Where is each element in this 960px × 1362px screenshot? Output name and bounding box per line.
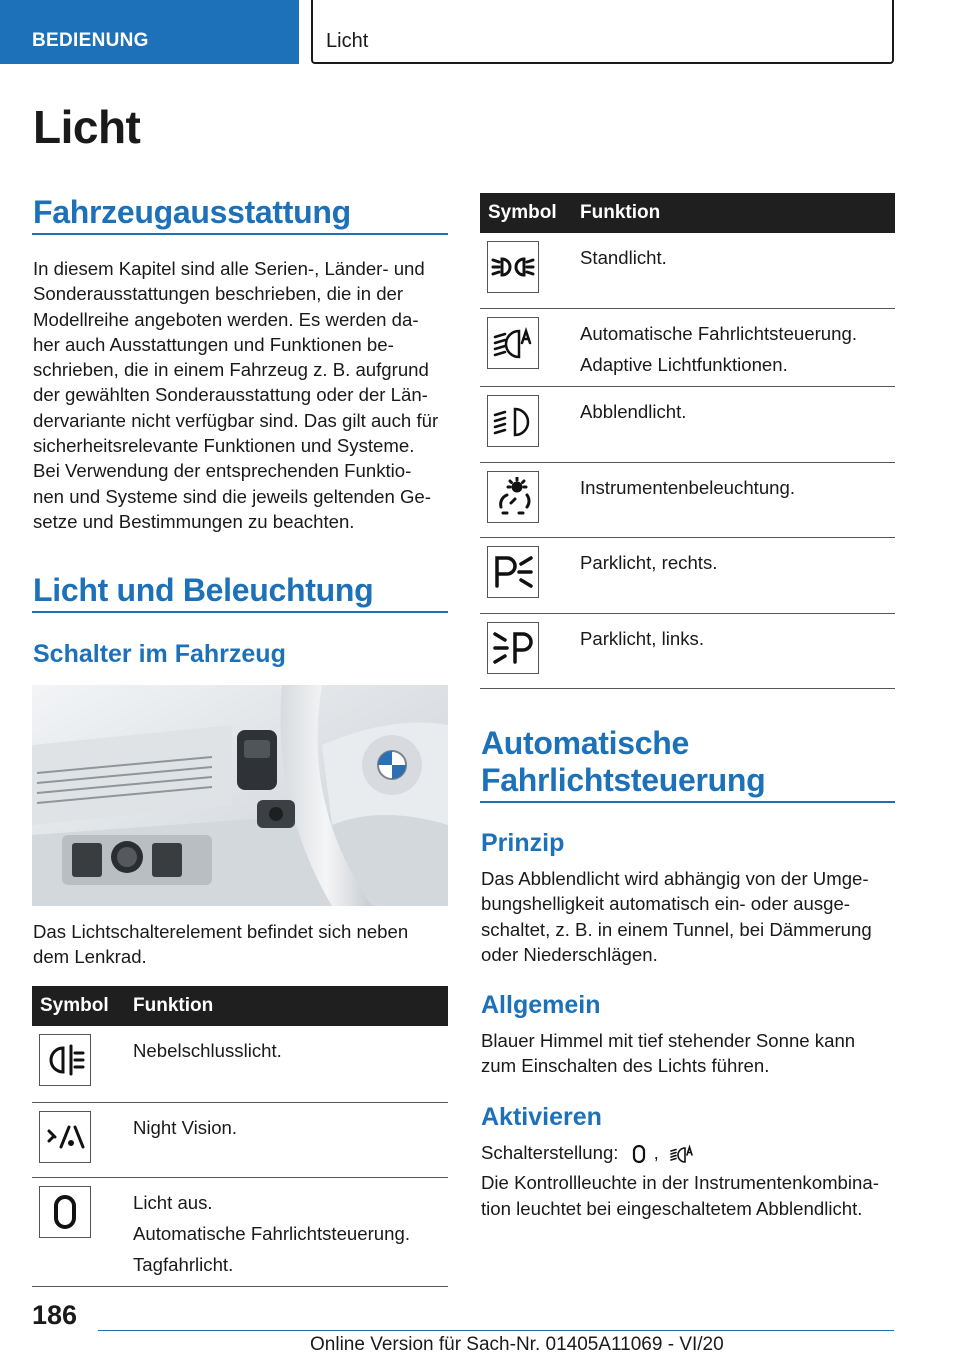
table-row <box>32 1102 448 1177</box>
light-off-icon <box>630 1144 648 1164</box>
text-line: Die Kontrollleuchte in der Instrumentenkombina- <box>481 1172 879 1194</box>
function-text: Nebelschlusslicht. <box>133 1040 282 1061</box>
footer-rule <box>98 1330 894 1331</box>
principle-paragraph <box>481 866 901 967</box>
function-text: Adaptive Lichtfunktionen. <box>580 353 788 375</box>
heading-line: Automatische <box>481 725 689 761</box>
heading-auto-headlight <box>481 725 765 799</box>
function-text: Licht aus. <box>133 1191 213 1213</box>
text-line: Das Lichtschalterelement befindet sich neben <box>33 921 409 942</box>
general-paragraph <box>481 1028 901 1079</box>
equipment-paragraph <box>33 256 453 534</box>
text-line: nen und Systeme sind die jeweils geltenden Ge- <box>33 485 431 507</box>
heading-rule <box>32 611 448 613</box>
parking-light-icon <box>487 241 539 293</box>
function-text: Automatische Fahrlichtsteuerung. <box>133 1222 410 1244</box>
table-row <box>32 1177 448 1286</box>
text-line: schaltet, z. B. in einem Tunnel, bei Dämmerung <box>481 918 872 940</box>
online-version-note: Online Version für Sach-Nr. 01405A11069 - VI/20 <box>310 1334 724 1355</box>
column-header-symbol: Symbol <box>32 986 124 1026</box>
function-text: Tagfahrlicht. <box>133 1253 234 1275</box>
column-header-symbol: Symbol <box>480 193 571 233</box>
text-line: zum Einschalten des Lichts führen. <box>481 1055 770 1077</box>
switch-position-line <box>481 1140 901 1165</box>
text-line: Sonderausstattungen beschrieben, die in der <box>33 283 404 305</box>
light-switch-photo <box>32 685 448 906</box>
table-header-row <box>32 986 448 1026</box>
column-header-function: Funktion <box>571 193 895 233</box>
symbol-table-right <box>480 193 895 689</box>
text-line: sicherheitsrelevante Funktionen und Systeme. <box>33 435 415 457</box>
text-line: dervariante nicht verfügbar sind. Das gilt auch für <box>33 409 439 431</box>
table-row <box>480 537 895 613</box>
text-line: In diesem Kapitel sind alle Serien-, Länder- und <box>33 258 425 279</box>
text-line: setze und Bestimmungen zu beachten. <box>33 510 355 532</box>
table-row <box>480 386 895 462</box>
heading-rule <box>480 801 895 803</box>
function-text: Abblendlicht. <box>580 400 687 422</box>
auto-headlight-icon <box>670 1144 694 1164</box>
heading-switch: Schalter im Fahrzeug <box>33 640 286 668</box>
text-line: tion leuchtet bei eingeschaltetem Abblendlicht. <box>481 1197 863 1219</box>
heading-lighting: Licht und Beleuchtung <box>33 572 374 608</box>
text-line: Modellreihe angeboten werden. Es werden da- <box>33 308 419 330</box>
separator: , <box>653 1142 659 1163</box>
heading-general: Allgemein <box>481 991 601 1019</box>
heading-activate: Aktivieren <box>481 1103 602 1131</box>
rear-fog-light-icon <box>39 1034 91 1086</box>
text-line: oder Niederschlägen. <box>481 943 658 965</box>
function-text: Parklicht, links. <box>580 627 704 649</box>
parking-light-left-icon <box>487 622 539 674</box>
function-text: Night Vision. <box>133 1116 238 1138</box>
activate-paragraph <box>481 1140 901 1221</box>
function-text: Standlicht. <box>580 247 667 268</box>
function-text: Automatische Fahrlichtsteuerung. <box>580 322 857 344</box>
table-row <box>480 613 895 688</box>
instrument-lighting-icon <box>487 471 539 523</box>
light-off-icon <box>39 1186 91 1238</box>
symbol-table-left <box>32 986 448 1287</box>
text-line: her auch Ausstattungen und Funktionen be- <box>33 333 394 355</box>
table-row <box>480 308 895 386</box>
switch-position-label: Schalterstellung: <box>481 1142 619 1163</box>
text-line: dem Lenkrad. <box>33 946 147 968</box>
heading-line: Fahrlichtsteuerung <box>481 762 766 798</box>
text-line: Das Abblendlicht wird abhängig von der Umge- <box>481 868 869 889</box>
text-line: bungshelligkeit automatisch ein- oder ausge- <box>481 893 850 915</box>
heading-principle: Prinzip <box>481 829 565 857</box>
function-text: Parklicht, rechts. <box>580 551 718 573</box>
page-number: 186 <box>32 1300 78 1330</box>
table-row <box>480 462 895 537</box>
table-row <box>480 233 895 308</box>
section-tab <box>0 0 299 64</box>
text-line: Blauer Himmel mit tief stehender Sonne kann <box>481 1030 856 1051</box>
switch-caption <box>33 919 453 970</box>
column-header-function: Funktion <box>124 986 448 1026</box>
page-tab-label: Licht <box>326 30 369 52</box>
text-line: schrieben, die in einem Fahrzeug z. B. aufgrund <box>33 359 429 381</box>
parking-light-right-icon <box>487 546 539 598</box>
text-line: Bei Verwendung der entsprechenden Funktio- <box>33 460 412 482</box>
function-text: Instrumentenbeleuchtung. <box>580 476 796 498</box>
low-beam-icon <box>487 395 539 447</box>
table-header-row <box>480 193 895 233</box>
auto-headlight-icon <box>487 317 539 369</box>
heading-equipment: Fahrzeugausstattung <box>33 194 351 230</box>
page-tab <box>311 0 894 64</box>
text-line: der gewählten Sonderausstattung oder der Län- <box>33 384 428 406</box>
night-vision-icon <box>39 1111 91 1163</box>
table-row <box>32 1026 448 1102</box>
page-title: Licht <box>33 101 141 153</box>
section-tab-label: BEDIENUNG <box>32 30 149 51</box>
heading-rule <box>32 233 448 235</box>
